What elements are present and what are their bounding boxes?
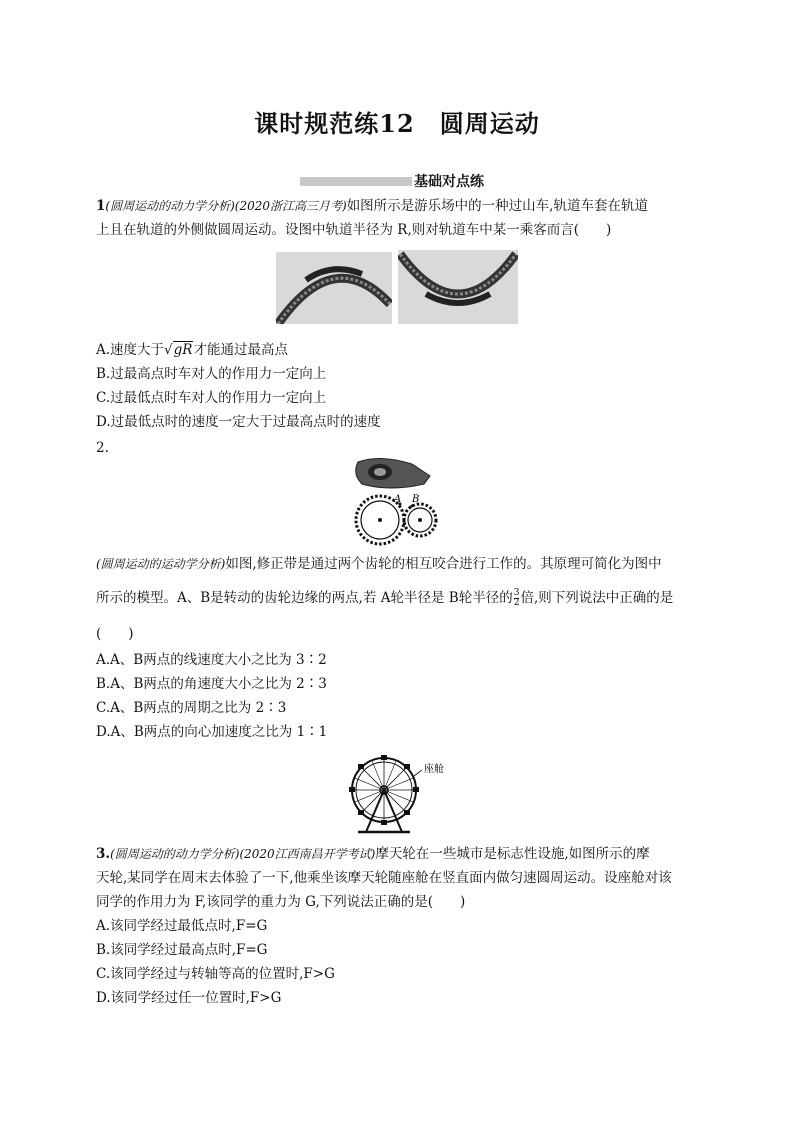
q2-line1 xyxy=(96,554,662,574)
q2-option-b: B.A、B两点的角速度大小之比为 2∶3 xyxy=(96,676,327,692)
q1-number: 1 xyxy=(96,198,106,214)
page-title: 课时规范练12 圆周运动 xyxy=(254,109,540,138)
q1-option-a xyxy=(96,340,288,360)
sqrt-symbol: √gR xyxy=(164,342,193,358)
q2-gear-figure xyxy=(350,456,442,546)
q1-option-a-suffix: 才能通过最高点 xyxy=(193,342,288,358)
q3-text-line3: 同学的作用力为 F,该同学的重力为 G,下列说法正确的是( ) xyxy=(96,894,466,910)
q1-option-a-radicand: gR xyxy=(173,342,193,358)
q2-text-line1: 如图,修正带是通过两个齿轮的相互咬合进行工作的。其原理可简化为图中 xyxy=(225,556,662,572)
fraction-numerator: 3 xyxy=(513,588,520,598)
q3-option-a: A.该同学经过最低点时,F=G xyxy=(96,918,268,934)
fraction-denominator: 2 xyxy=(513,598,520,608)
q1-source: (圆周运动的动力学分析)(2020浙江高三月考) xyxy=(105,199,347,213)
q2-text-line2-suffix: 倍,则下列说法中正确的是 xyxy=(520,590,674,606)
q3-ferris-wheel-figure xyxy=(344,752,454,836)
gear-label-b: B xyxy=(412,494,420,505)
gear-label-a: A xyxy=(394,494,402,505)
q1-text-line2: 上且在轨道的外侧做圆周运动。设图中轨道半径为 R,则对轨道车中某一乘客而言( ) xyxy=(96,222,612,238)
q2-number: 2. xyxy=(96,440,109,456)
section-bar xyxy=(300,177,412,186)
q1-option-b: B.过最高点时车对人的作用力一定向上 xyxy=(96,366,327,382)
q3-option-b: B.该同学经过最高点时,F=G xyxy=(96,942,268,958)
q1-option-a-prefix: A.速度大于 xyxy=(96,342,165,358)
q3-text-line1: 摩天轮在一些城市是标志性设施,如图所示的摩 xyxy=(375,846,650,862)
q2-paren: ( ) xyxy=(96,626,134,642)
q2-option-c: C.A、B两点的周期之比为 2∶3 xyxy=(96,700,287,716)
q3-source: (圆周运动的动力学分析)(2020江西南昌开学考试) xyxy=(110,847,376,861)
q1-text-line1: 如图所示是游乐场中的一种过山车,轨道车套在轨道 xyxy=(346,198,648,214)
fraction xyxy=(514,589,520,608)
q1-line1 xyxy=(96,196,648,216)
q3-option-c: C.该同学经过与转轴等高的位置时,F>G xyxy=(96,966,335,982)
q3-line1 xyxy=(96,844,650,864)
q1-figure-right xyxy=(398,250,518,324)
q3-text-line2: 天轮,某同学在周末去体验了一下,他乘坐该摩天轮随座舱在竖直面内做匀速圆周运动。设座舱对该 xyxy=(96,870,672,886)
q3-number: 3. xyxy=(96,846,111,862)
q1-option-c: C.过最低点时车对人的作用力一定向上 xyxy=(96,390,327,406)
q3-option-d: D.该同学经过任一位置时,F>G xyxy=(96,990,282,1006)
q2-line2 xyxy=(96,588,673,608)
section-label: 基础对点练 xyxy=(414,174,484,190)
q1-figure-left xyxy=(276,252,392,324)
q1-option-d: D.过最低点时的速度一定大于过最高点时的速度 xyxy=(96,414,381,430)
q3-figure-label: 座舱 xyxy=(424,764,444,775)
q2-text-line2-prefix: 所示的模型。A、B是转动的齿轮边缘的两点,若 A轮半径是 B轮半径的 xyxy=(96,590,513,606)
q2-option-a: A.A、B两点的线速度大小之比为 3∶2 xyxy=(96,652,327,668)
q2-option-d: D.A、B两点的向心加速度之比为 1∶1 xyxy=(96,724,328,740)
section-header xyxy=(300,172,484,190)
q2-source: (圆周运动的运动学分析) xyxy=(96,557,226,571)
